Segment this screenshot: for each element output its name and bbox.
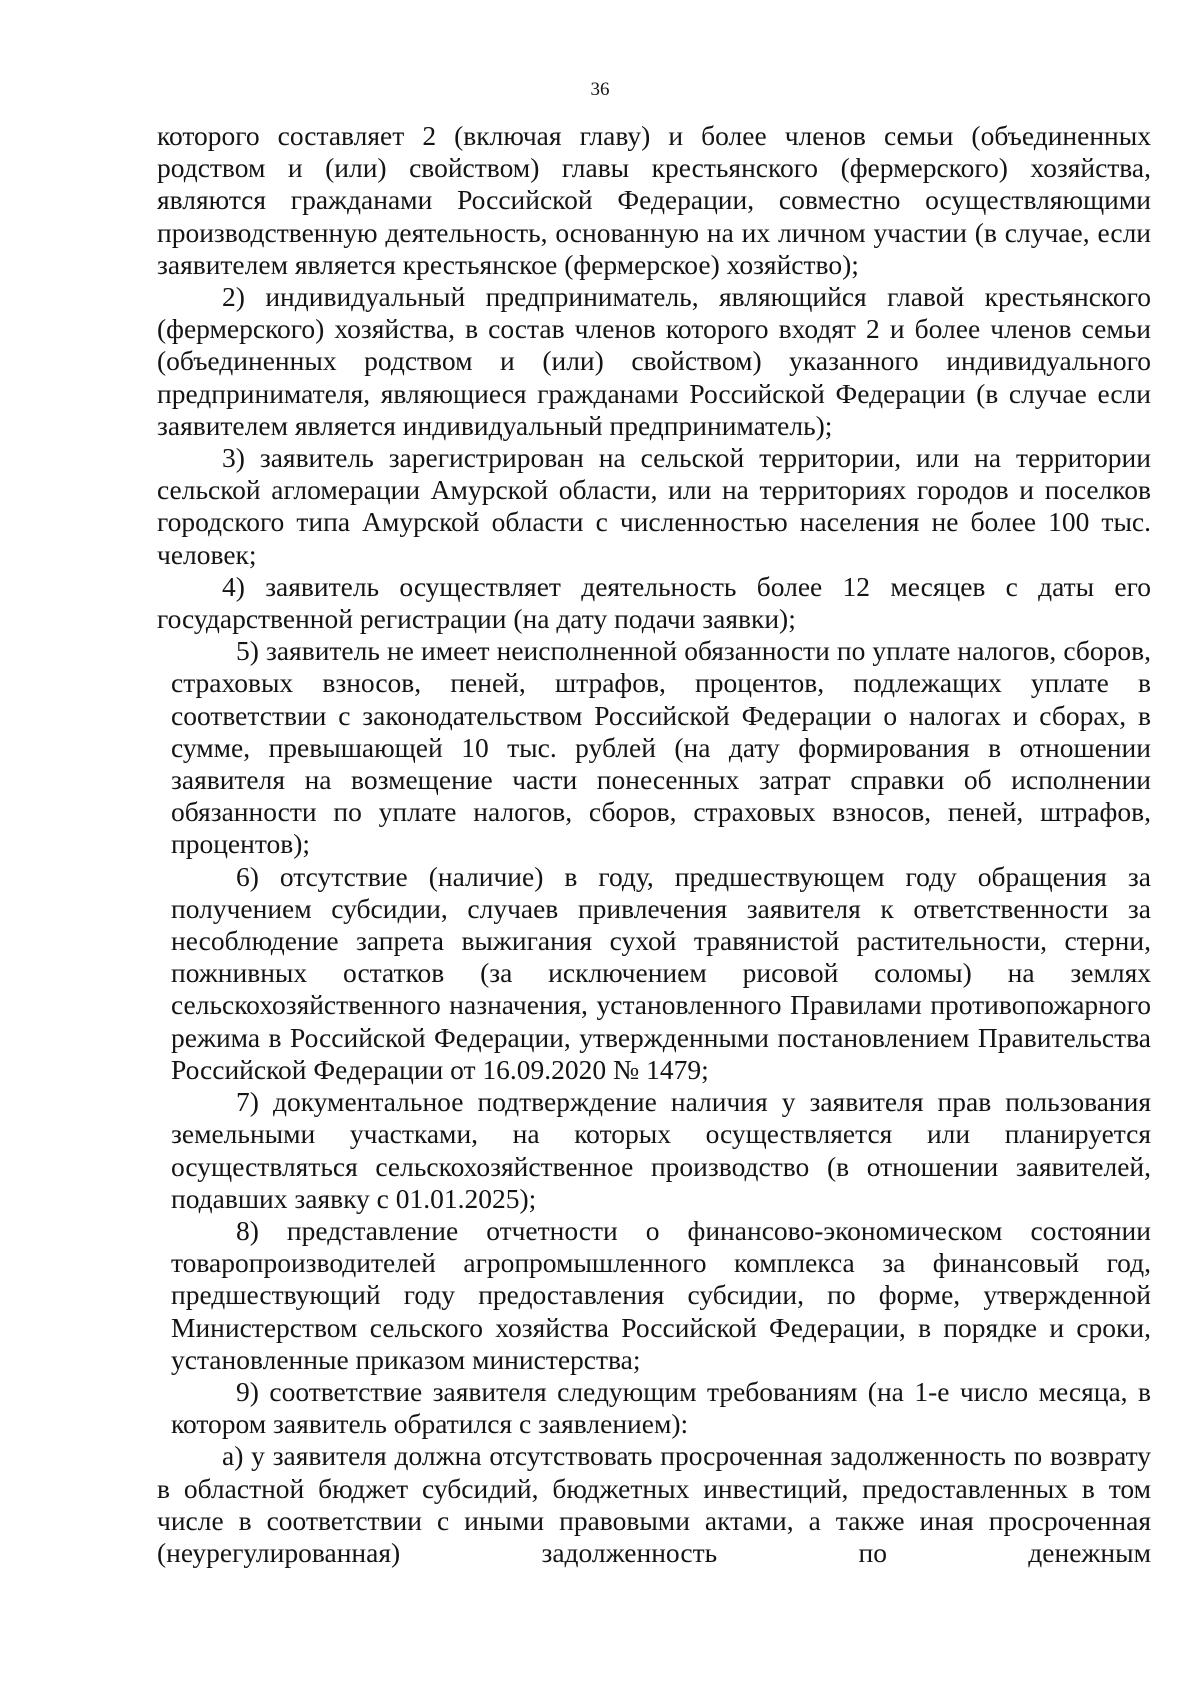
- text-line: предоставленных в том числе в соответствии с иными правовыми актами, а: [157, 1472, 1152, 1536]
- text-line: возврату в областной бюджет субсидий, бюджетных инвестиций,: [157, 1440, 1152, 1504]
- text-line: обязанности по уплате налогов, сборов, страховых взносов, пеней, штрафов,: [171, 796, 1151, 828]
- text-line: 8) представление отчетности о финансово-экономическом состоянии: [236, 1214, 1151, 1246]
- text-line: земельными участками, на которых осуществляется или планируется: [171, 1118, 1151, 1150]
- paragraph-item-6: [157, 861, 1151, 1086]
- paragraph-item-8: [157, 1215, 1151, 1376]
- text-line: осуществляться сельскохозяйственное производство (в отношении заявителей,: [171, 1150, 1151, 1182]
- text-line: товаропроизводителей агропромышленного комплекса за финансовый год,: [171, 1247, 1151, 1279]
- paragraph-item-4: [157, 571, 1151, 635]
- text-line: заявителя на возмещение части понесенных затрат справки об исполнении: [171, 764, 1151, 796]
- text-line: подавших заявку с 01.01.2025);: [171, 1182, 537, 1214]
- text-line: сроки, установленные приказом министерства;: [171, 1311, 1152, 1375]
- text-line: (фермерского) хозяйства, в состав членов которого входят 2 и более членов: [157, 313, 1072, 345]
- text-line: противопожарного режима в Российской Федерации, утвержденными: [171, 989, 1151, 1053]
- document-body: [157, 120, 1151, 1569]
- text-line: если заявителем является индивидуальный предприниматель);: [157, 377, 1151, 441]
- text-line: а) у заявителя должна отсутствовать просроченная задолженность по: [222, 1440, 1043, 1472]
- text-line: также иная просроченная (неурегулированная) задолженность по денежным: [157, 1504, 1151, 1568]
- text-line: производственную деятельность, основанную на их личном участии (в случае,: [157, 216, 1090, 248]
- text-line: поселков городского типа Амурской области с численностью населения не: [157, 474, 1152, 538]
- text-line: пожнивных остатков (за исключением рисовой соломы) на землях: [171, 957, 1151, 989]
- text-line: 5) заявитель не имеет неисполненной обязанности по уплате налогов,: [236, 635, 1057, 667]
- text-line: Министерством сельского хозяйства Российской Федерации, в порядке и: [171, 1311, 1065, 1343]
- paragraph-item-2: [157, 281, 1151, 442]
- text-line: семьи (объединенных родством и (или) свойством) указанного индивидуального: [157, 313, 1151, 377]
- text-line: несоблюдение запрета выжигания сухой травянистой растительности, стерни,: [171, 925, 1151, 957]
- paragraph-subitem-a: [157, 1440, 1151, 1569]
- text-line: 7) документальное подтверждение наличия у заявителя прав пользования: [236, 1086, 1151, 1118]
- text-line: предпринимателя, являющиеся гражданами Российской Федерации (в случае: [157, 377, 1087, 409]
- text-line: 9) соответствие заявителя следующим требованиям (на 1-е число месяца,: [236, 1375, 1128, 1407]
- paragraph-item-5: [157, 635, 1151, 860]
- paragraph-item-9: [157, 1376, 1151, 1440]
- text-line: постановлением Правительства Российской Федерации от 16.09.2020 № 1479;: [171, 1021, 1151, 1085]
- text-line: 4) заявитель осуществляет деятельность более 12 месяцев с даты его: [222, 570, 1151, 602]
- text-line: более 100 тыс. человек;: [157, 506, 1152, 570]
- paragraph-continuation: [157, 120, 1151, 281]
- text-line: которого составляет 2 (включая главу) и более членов семьи (объединенных: [157, 120, 1151, 151]
- text-line: в котором заявитель обратился с заявлением):: [171, 1375, 1152, 1440]
- paragraph-item-3: [157, 442, 1151, 571]
- text-line: родством и (или) свойством) главы крестьянского (фермерского) хозяйства,: [157, 152, 1151, 184]
- text-line: сельскохозяйственного назначения, установленного Правилами: [171, 989, 922, 1021]
- text-line: 6) отсутствие (наличие) в году, предшествующем году обращения за: [236, 860, 1151, 892]
- text-line: если заявителем является крестьянское (фермерское) хозяйство);: [157, 216, 1152, 280]
- text-line: государственной регистрации (на дату подачи заявки);: [157, 603, 796, 635]
- text-line: 3) заявитель зарегистрирован на сельской территории, или на территории: [222, 442, 1151, 474]
- text-line: сельской агломерации Амурской области, или на территориях городов и: [157, 474, 1035, 506]
- text-line: 2) индивидуальный предприниматель, являющийся главой крестьянского: [222, 281, 1151, 313]
- text-line: соответствии с законодательством Российской Федерации о налогах и сборах, в: [171, 699, 1151, 731]
- text-line: сумме, превышающей 10 тыс. рублей (на дату формирования в отношении: [171, 731, 1151, 763]
- text-line: предшествующий году предоставления субсидии, по форме, утвержденной: [171, 1279, 1151, 1311]
- page-number: 36: [590, 79, 610, 100]
- paragraph-item-7: [157, 1086, 1151, 1215]
- text-line: получением субсидии, случаев привлечения заявителя к ответственности за: [171, 892, 1151, 924]
- text-line: являются гражданами Российской Федерации, совместно осуществляющими: [157, 184, 1151, 216]
- text-line: процентов);: [171, 828, 311, 860]
- text-line: сборов, страховых взносов, пеней, штрафов, процентов, подлежащих уплате в: [171, 635, 1151, 699]
